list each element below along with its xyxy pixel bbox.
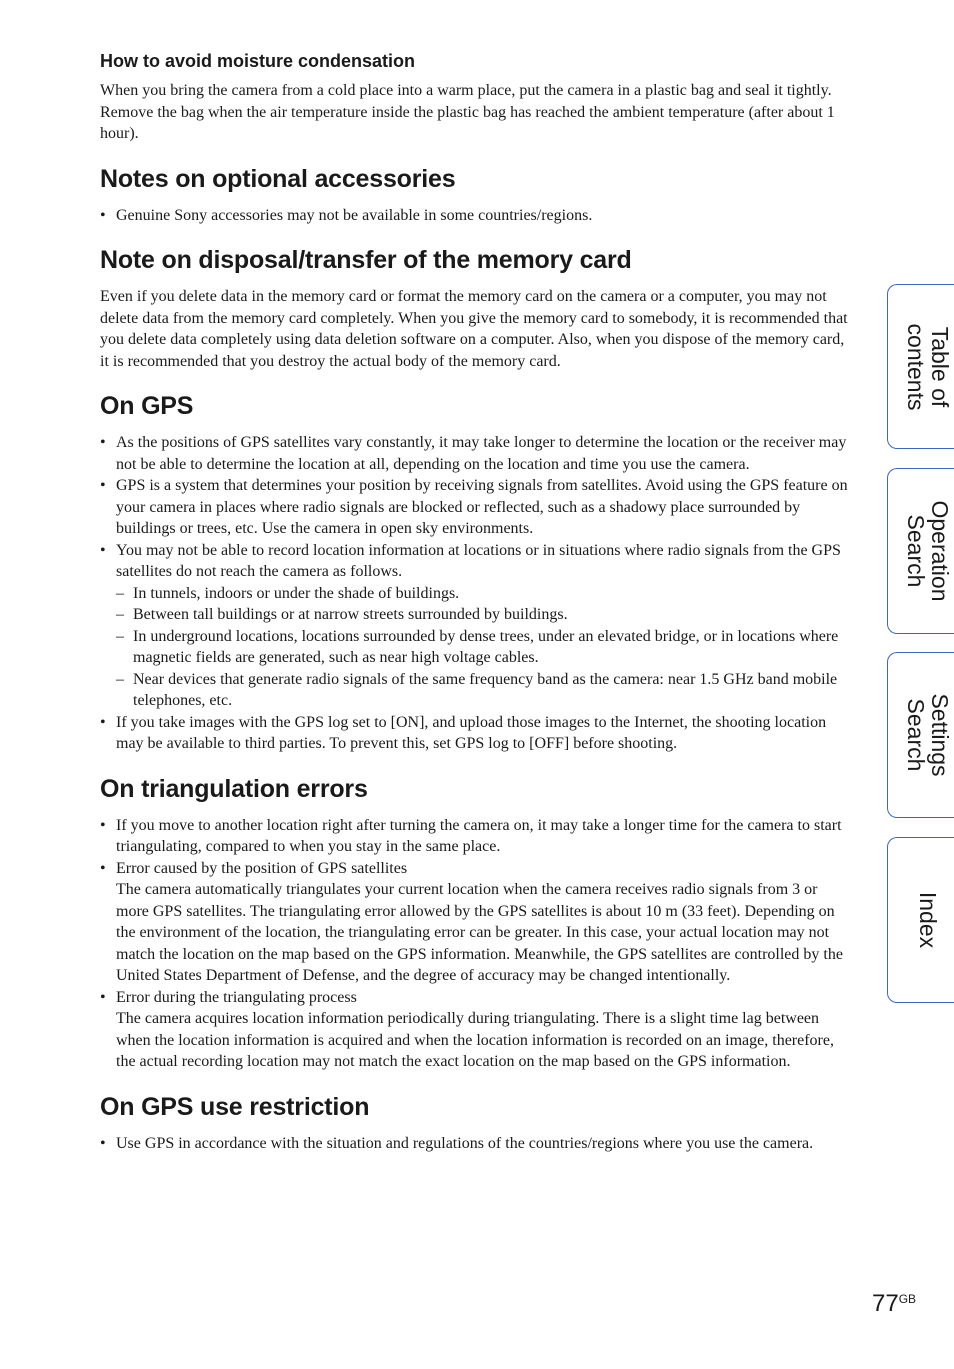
restriction-heading: On GPS use restriction <box>100 1092 370 1121</box>
list-item: • Genuine Sony accessories may not be available in some countries/regions. <box>100 205 852 227</box>
tab-label: Index <box>914 891 941 949</box>
list-item-title: • Error caused by the position of GPS satellites <box>116 859 408 877</box>
tab-index[interactable] <box>887 837 954 1003</box>
list-item: • GPS is a system that determines your position by receiving signals from satellites. Avoid using the GPS feature on your camera in places where radio signals are blocked or reflected, such as a shadowy place surrounded by buildings or trees, etc. Use the camera in open sky environments. <box>100 475 852 540</box>
list-item <box>100 858 852 987</box>
tab-label: Operation Search <box>902 500 953 602</box>
list-item <box>100 987 852 1073</box>
list-item-text: You may not be able to record location information at locations or in situations where radio signals from the GPS satellites do not reach the camera as follows. <box>116 541 841 580</box>
disposal-heading: Note on disposal/transfer of the memory card <box>100 246 632 274</box>
gps-heading: On GPS <box>100 392 194 420</box>
list-item: • Use GPS in accordance with the situation and regulations of the countries/regions where you use the camera. <box>100 1133 852 1155</box>
triangulation-heading: On triangulation errors <box>100 774 368 803</box>
list-item: • As the positions of GPS satellites vary constantly, it may take longer to determine the location or the receiver may not be able to determine the location at all, depending on the location and time you use the camera. <box>100 432 852 475</box>
page-number-value: 77 <box>872 1290 899 1317</box>
tab-label: Table of contents <box>902 323 953 410</box>
list-item: • If you move to another location right after turning the camera on, it may take a longer time for the camera to start triangulating, compared to when you stay in the same place. <box>100 815 852 858</box>
sublist-item: – Between tall buildings or at narrow streets surrounded by buildings. <box>116 604 852 626</box>
page-content <box>100 48 852 1154</box>
page-number <box>872 1290 916 1318</box>
list-item <box>100 540 852 712</box>
sublist-item: – In tunnels, indoors or under the shade of buildings. <box>116 583 852 605</box>
tab-table-of-contents[interactable] <box>887 284 954 449</box>
gps-list <box>100 432 852 755</box>
tab-label: Settings Search <box>902 693 953 777</box>
moisture-body: When you bring the camera from a cold place into a warm place, put the camera in a plastic bag and seal it tightly. Remove the bag when the air temperature inside the plastic bag has reached the ambient temperature (after about 1 hour). <box>100 82 835 142</box>
moisture-heading: How to avoid moisture condensation <box>100 51 416 71</box>
list-item-detail: The camera automatically triangulates your current location when the camera receives radio signals from 3 or more GPS satellites. The triangulating error allowed by the GPS satellites is about 10 m (33 feet). Depending on the environment of the location, the triangulating error can be greater. In this case, your actual location may not match the location on the map based on the GPS information. Meanwhile, the GPS satellites are controlled by the United States Department of Defense, and the degree of accuracy may be changed intentionally. <box>116 881 843 984</box>
sublist-item: – In underground locations, locations surrounded by dense trees, under an elevated bridge, or in locations where magnetic fields are generated, such as near high voltage cables. <box>116 626 852 669</box>
disposal-body: Even if you delete data in the memory card or format the memory card on the camera or a computer, you may not delete data from the memory card completely. When you give the memory card to somebody, it is recommended that you delete data completely using data deletion software on a computer. Also, when you dispose of the memory card, it is recommended that you destroy the actual body of the memory card. <box>100 288 848 370</box>
accessories-list <box>100 205 852 227</box>
accessories-heading: Notes on optional accessories <box>100 164 456 193</box>
gps-sublist <box>116 583 852 712</box>
sublist-item: – Near devices that generate radio signals of the same frequency band as the camera: near 1.5 GHz band mobile telephones, etc. <box>116 669 852 712</box>
triangulation-list <box>100 815 852 1073</box>
list-item-title: • Error during the triangulating process <box>116 988 357 1006</box>
page-number-suffix: GB <box>898 1292 917 1306</box>
restriction-list <box>100 1133 852 1155</box>
tab-settings-search[interactable] <box>887 652 954 818</box>
tab-operation-search[interactable] <box>887 468 954 634</box>
list-item-detail: The camera acquires location information periodically during triangulating. There is a slight time lag between when the location information is acquired and when the location information is recorded on an image, therefore, the actual recording location may not match the exact location on the map based on the GPS information. <box>116 1010 834 1070</box>
list-item: • If you take images with the GPS log set to [ON], and upload those images to the Internet, the shooting location may be available to third parties. To prevent this, set GPS log to [OFF] before shooting. <box>100 712 852 755</box>
